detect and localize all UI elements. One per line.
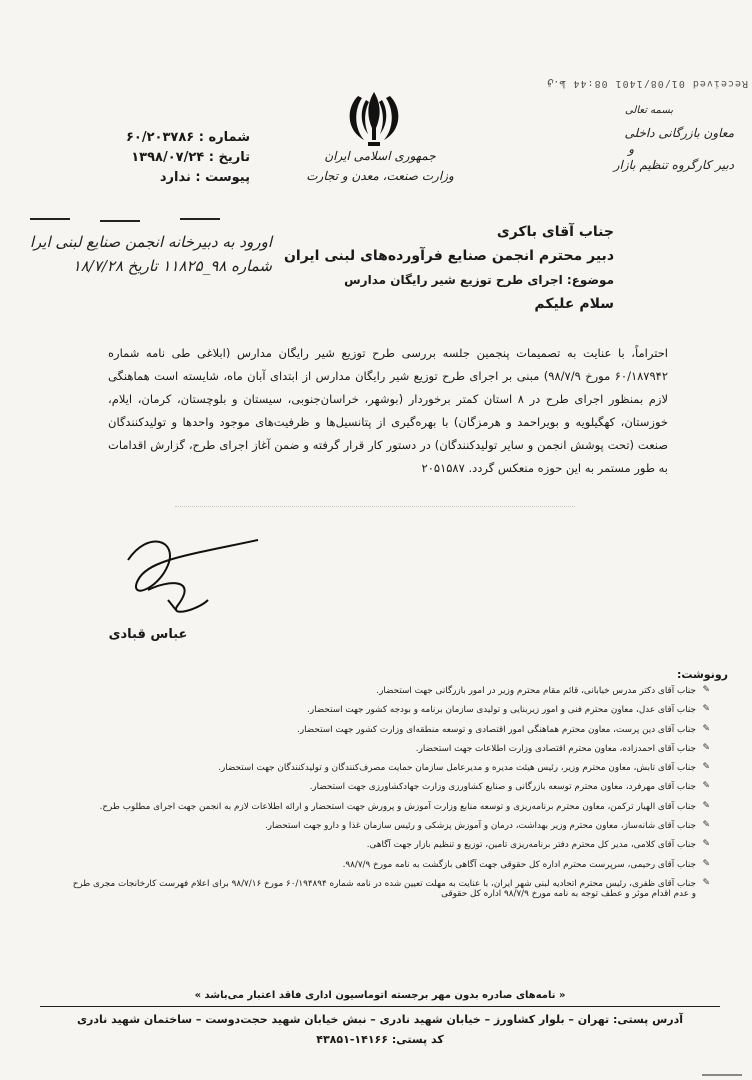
cc-item-text: جناب آقای الهیار ترکمن، معاون محترم برنامه‌ریزی و توسعه منابع وزارت آموزش و پرورش جهت استحضار و ارائه اطلاعات لازم به انجمن جهت اجرای مطلوب طرح.: [99, 801, 696, 812]
cc-item: [70, 802, 710, 812]
ministry-title: [300, 146, 460, 186]
signer-name: عباس قبادی: [108, 627, 188, 642]
number-label: شماره :: [198, 130, 250, 145]
date-row: [70, 148, 250, 168]
cc-item: [70, 782, 710, 792]
addressee-name: جناب آقای باکری: [496, 224, 614, 240]
check-mark-icon: ✎: [702, 820, 710, 831]
number-row: [70, 128, 250, 148]
corner-mark: [702, 1074, 742, 1076]
cc-title: رونوشت:: [676, 668, 728, 681]
cc-list: [70, 686, 710, 908]
footer-divider: [40, 1006, 720, 1007]
check-mark-icon: ✎: [702, 742, 710, 753]
deputy-line-3: دبیر کارگروه تنظیم بازار: [613, 158, 734, 172]
cc-item-text: جناب آقای تابش، معاون محترم وزیر، رئیس هیئت مدیره و مدیرعامل سازمان حمایت مصرف‌کنندگان و تولیدکنندگان جهت استحضار.: [218, 763, 696, 774]
letter-meta: [70, 128, 250, 188]
iran-emblem-icon: [338, 88, 410, 152]
check-mark-icon: ✎: [702, 800, 710, 811]
cc-item-text: جناب آقای مهرفرد، معاون محترم توسعه بازرگانی و صنایع کشاورزی وزارت جهادکشاورزی جهت استحضار.: [309, 782, 696, 793]
footer-postal: کد پستی: ۱۴۱۶۶-۴۳۸۵۱: [316, 1033, 444, 1046]
basmala: بسمه تعالی: [624, 105, 674, 116]
receipt-line-2: شماره ۹۸_۱۱۸۲۵ تاریخ ۱۸/۷/۲۸: [72, 257, 272, 275]
cc-item-text: جناب آقای ظفری، رئیس محترم اتحادیه لبنی شهر ایران، با عنایت به مهلت تعیین شده در نامه شماره ۶۰/۱۹۴۸۹۴ مورخ ۹۸/۷/۱۶ برای اعلام فهرست کارخانجات مجری طرح و عدم اقدام موثر و عطف توجه به نامه مورخ ۹۸/۷/۹ اداره کل حقوقی: [72, 878, 696, 899]
deputy-line-2: و: [628, 142, 634, 156]
cc-item-text: جناب آقای رحیمی، سرپرست محترم اداره کل حقوقی جهت آگاهی بازگشت به نامه مورخ ۹۸/۷/۹.: [342, 859, 696, 870]
letter-body: احتراماً، با عنایت به تصمیمات پنجمین جلسه بررسی طرح توزیع شیر رایگان مدارس (ابلاغی طی نامه شماره ۶۰/۱۸۷۹۴۲ مورخ ۹۸/۷/۹) مبنی بر اجرای طرح توزیع شیر رایگان مدارس از ابتدای آبان ماه، شایسته است هماهنگی لازم بمنظور اجرای طرح در ۸ استان کمتر برخوردار (بوشهر، خراسان‌جنوبی، سیستان و بلوچستان، کرمان، ایلام، خوزستان، کهگیلویه و بویراحمد و هرمزگان) با بهره‌گیری از پتانسیل‌ها و ظرفیت‌های موجود واحدها و تولیدکنندگان صنعت (تحت پوشش انجمن و سایر تولیدکنندگان) در دستور کار قرار گرفته و ضمن آغاز اجرای طرح، گزارش اقدامات به طور مستمر به این حوزه منعکس گردد. ۲۰۵۱۵۸۷: [108, 346, 669, 475]
cc-item: [70, 879, 710, 899]
cc-item: [70, 763, 710, 773]
signature-icon: [108, 520, 268, 630]
cc-item: [70, 821, 710, 831]
receipt-line-1: اورود به دبیرخانه انجمن صنایع لبنی ایرا: [29, 233, 272, 251]
addressee-block: [194, 220, 614, 316]
cc-item-text: جناب آقای دکتر مدرس خیابانی، قائم مقام محترم وزیر در امور بازرگانی جهت استحضار.: [376, 686, 696, 696]
cc-item-text: جناب آقای عدل، معاون محترم فنی و امور زیربنایی و تولیدی سازمان برنامه و بودجه کشور جهت استحضار.: [307, 705, 696, 716]
check-mark-icon: ✎: [702, 781, 710, 792]
check-mark-icon: ✎: [702, 704, 710, 715]
cc-item: [70, 860, 710, 870]
cc-item: [70, 686, 710, 696]
ministry-name: جمهوری اسلامی ایران: [324, 149, 436, 163]
footer-address-block: [50, 1010, 710, 1050]
footer-address: آدرس پستی: تهران – بلوار کشاورز – خیابان شهید نادری – نبش خیابان شهید حجت‌دوست – ساختمان شهید نادری: [76, 1013, 684, 1026]
check-mark-icon: ✎: [702, 762, 710, 773]
cc-item: [70, 725, 710, 735]
received-stamp: Received 01/08/1401 08:44 ق.ظ: [547, 78, 748, 89]
date-label: تاریخ :: [208, 150, 250, 165]
check-mark-icon: ✎: [702, 858, 710, 869]
cc-item: [70, 840, 710, 850]
date-value: ۱۳۹۸/۰۷/۲۴: [131, 150, 205, 165]
footer-note: « نامه‌های صادره بدون مهر برجسته اتوماسیون اداری فاقد اعتبار می‌باشد »: [194, 990, 566, 1001]
greeting: سلام علیکم: [534, 296, 614, 312]
dotted-divider: [175, 506, 575, 507]
check-mark-icon: ✎: [702, 839, 710, 850]
attachment-row: [70, 168, 250, 188]
cc-item-text: جناب آقای کلامی، مدیر کل محترم دفتر برنامه‌ریزی تامین، توزیع و تنظیم بازار جهت آگاهی.: [366, 840, 696, 851]
cc-item: [70, 744, 710, 754]
check-mark-icon: ✎: [702, 685, 710, 695]
check-mark-icon: ✎: [702, 877, 710, 888]
attachment-label: پیوست :: [195, 170, 250, 185]
check-mark-icon: ✎: [702, 723, 710, 734]
deputy-header: [514, 100, 734, 176]
deputy-line-1: معاون بازرگانی داخلی: [624, 126, 734, 140]
cc-item-text: جناب آقای دین پرست، معاون محترم هماهنگی امور اقتصادی و توسعه منطقه‌ای وزارت کشور جهت استحضار.: [297, 724, 696, 735]
subject-line: موضوع: اجرای طرح توزیع شیر رایگان مدارس: [344, 273, 614, 287]
ministry-sub: وزارت صنعت، معدن و تجارت: [306, 169, 454, 183]
cc-item-text: جناب آقای شانه‌ساز، معاون محترم وزیر بهداشت، درمان و آموزش پزشکی و رئیس سازمان غذا و دارو جهت استحضار.: [264, 821, 696, 832]
cc-item: [70, 705, 710, 715]
attachment-value: ندارد: [159, 170, 191, 185]
cc-item-text: جناب آقای احمدزاده، معاون محترم اقتصادی وزارت اطلاعات جهت استحضار.: [415, 743, 696, 754]
number-value: ۶۰/۲۰۳۷۸۶: [125, 130, 195, 145]
addressee-title: دبیر محترم انجمن صنایع فرآورده‌های لبنی ایران: [283, 248, 614, 264]
